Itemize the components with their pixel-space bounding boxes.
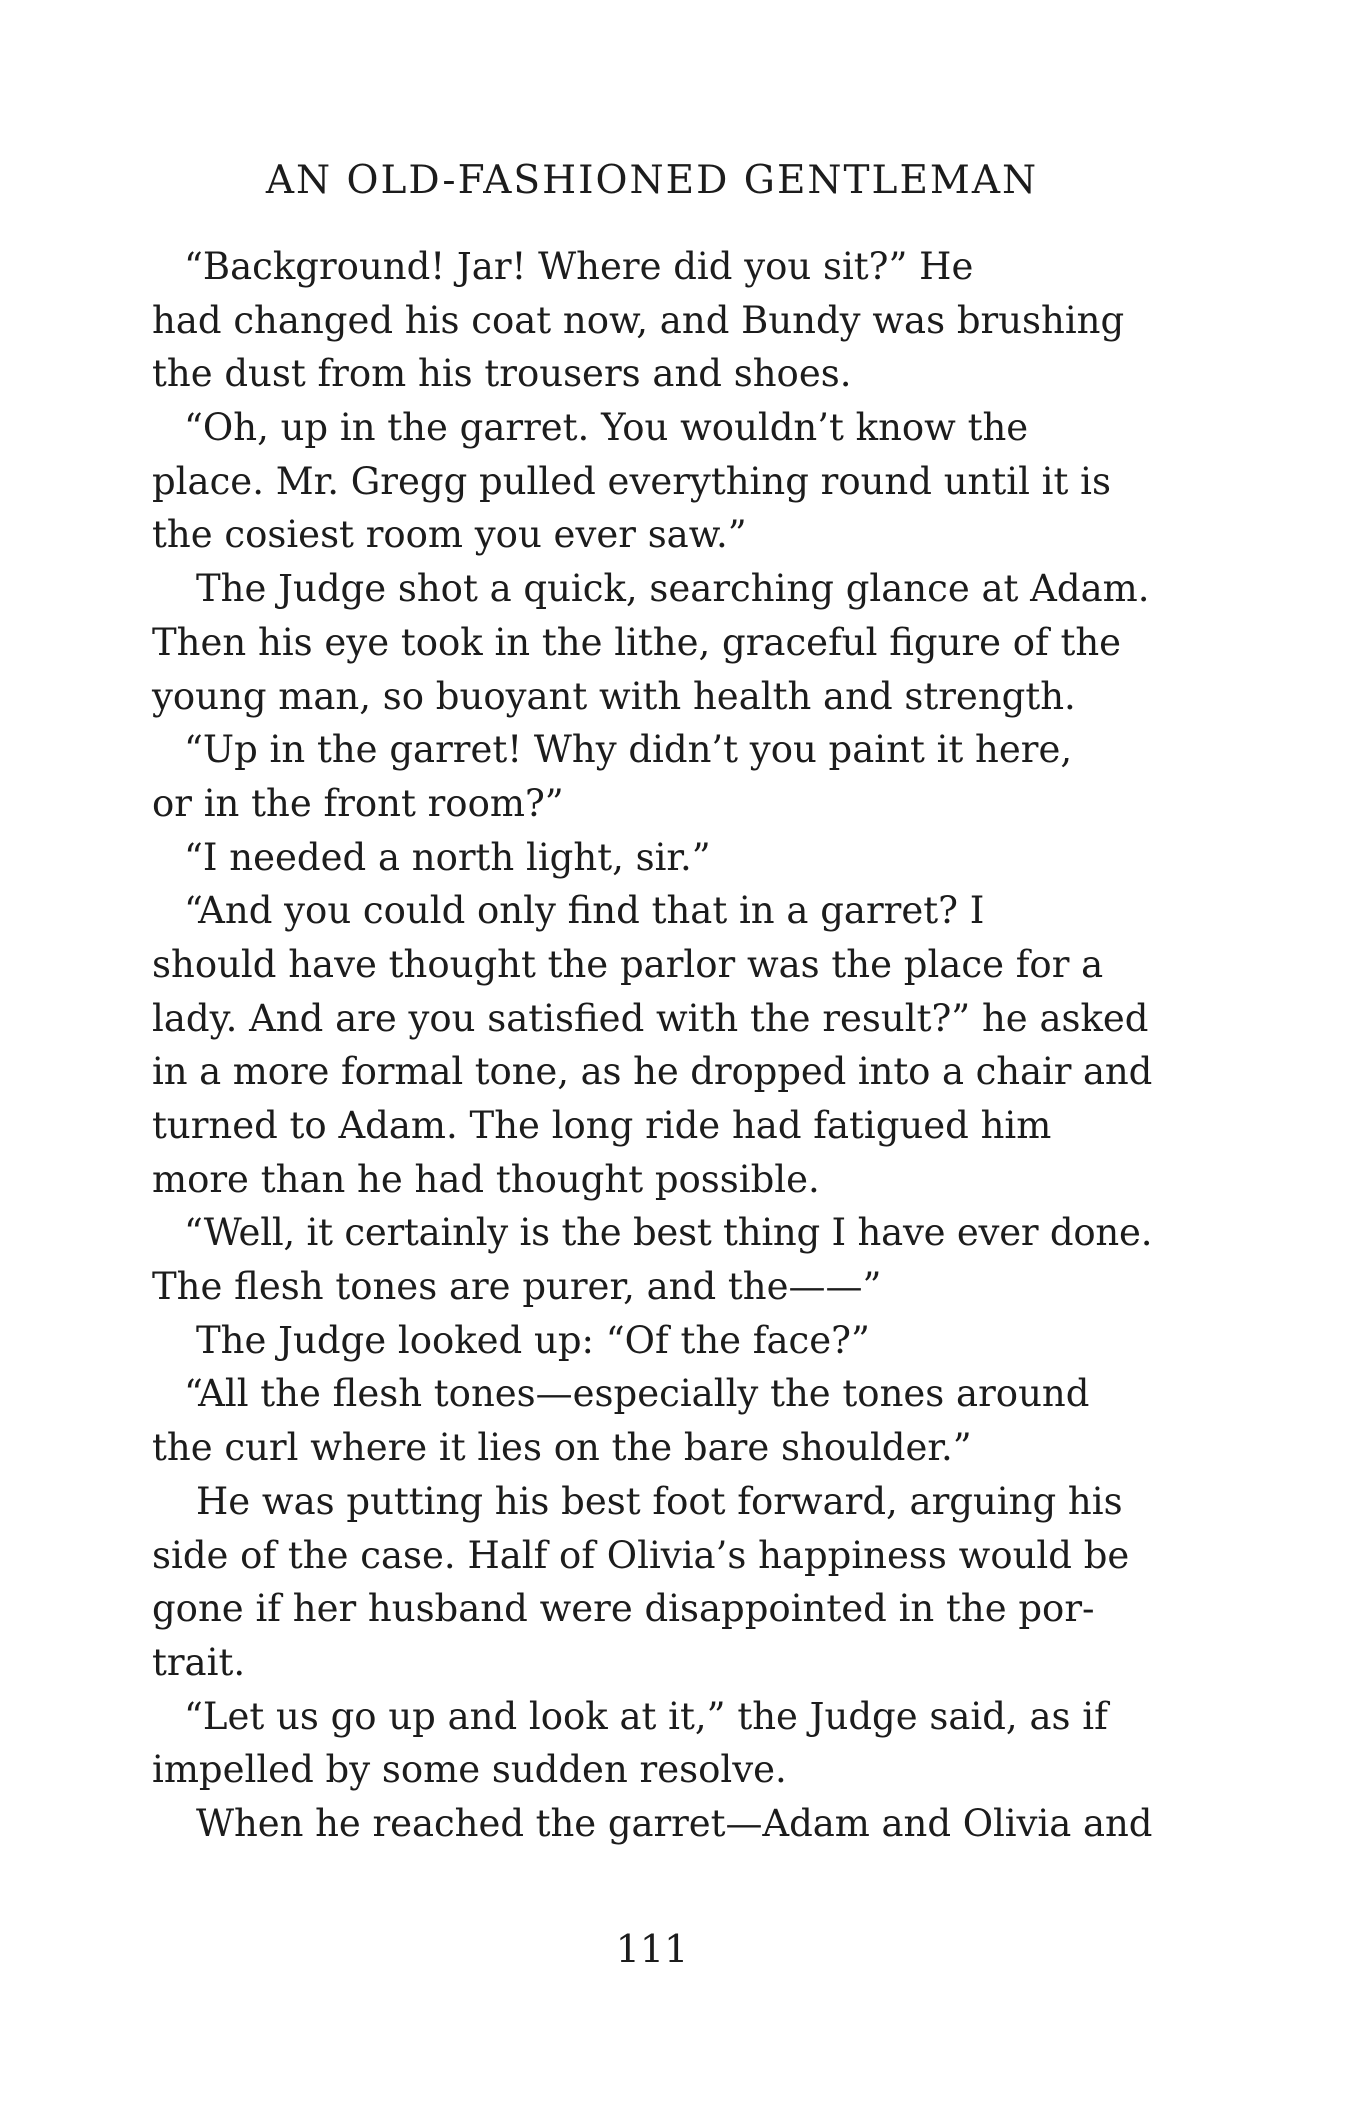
text-line: side of the case. Half of Olivia’s happiness would be <box>152 1533 1130 1577</box>
text-line: Then his eye took in the lithe, graceful figure of the <box>152 620 1122 664</box>
text-line: should have thought the parlor was the place for a <box>152 942 1104 986</box>
text-line: the dust from his trousers and shoes. <box>152 352 852 396</box>
text-line: the cosiest room you ever saw.” <box>152 513 747 557</box>
page-number: 111 <box>615 1927 689 1971</box>
text-line: When he reached the garret—Adam and Olivia and <box>196 1801 1153 1845</box>
text-line: or in the front room?” <box>152 781 564 825</box>
text-line: more than he had thought possible. <box>152 1157 820 1201</box>
text-line: The Judge looked up: “Of the face?” <box>196 1318 870 1362</box>
text-line: in a more formal tone, as he dropped into a chair and <box>152 1050 1153 1094</box>
text-line: The Judge shot a quick, searching glance at Adam. <box>196 567 1150 611</box>
text-line: The flesh tones are purer, and the——” <box>152 1265 882 1309</box>
text-line: trait. <box>152 1640 246 1684</box>
text-line: “All the flesh tones—especially the tones around <box>184 1372 1090 1416</box>
text-line: had changed his coat now, and Bundy was brushing <box>152 298 1125 342</box>
text-line: “Let us go up and look at it,” the Judge said, as if <box>184 1694 1108 1738</box>
text-line: the curl where it lies on the bare shoulder.” <box>152 1426 972 1470</box>
text-line: “Oh, up in the garret. You wouldn’t know the <box>184 406 1029 450</box>
body-text <box>152 240 1152 1851</box>
text-line: “Up in the garret! Why didn’t you paint it here, <box>184 728 1073 772</box>
text-line: He was putting his best foot forward, arguing his <box>196 1479 1123 1523</box>
text-line: impelled by some sudden resolve. <box>152 1748 787 1792</box>
text-line: “And you could only find that in a garret? I <box>184 889 985 933</box>
text-line: young man, so buoyant with health and strength. <box>152 674 1076 718</box>
text-line: gone if her husband were disappointed in the por- <box>152 1587 1095 1631</box>
text-line: turned to Adam. The long ride had fatigued him <box>152 1104 1052 1147</box>
running-head: AN OLD-FASHIONED GENTLEMAN <box>265 158 1039 203</box>
text-line: lady. And are you satisfied with the result?” he asked <box>152 996 1149 1040</box>
text-line: “I needed a north light, sir.” <box>184 835 711 879</box>
text-line: place. Mr. Gregg pulled everything round until it is <box>152 459 1111 503</box>
text-line: “Background! Jar! Where did you sit?” He <box>184 245 974 288</box>
text-line: “Well, it certainly is the best thing I have ever done. <box>184 1211 1153 1255</box>
